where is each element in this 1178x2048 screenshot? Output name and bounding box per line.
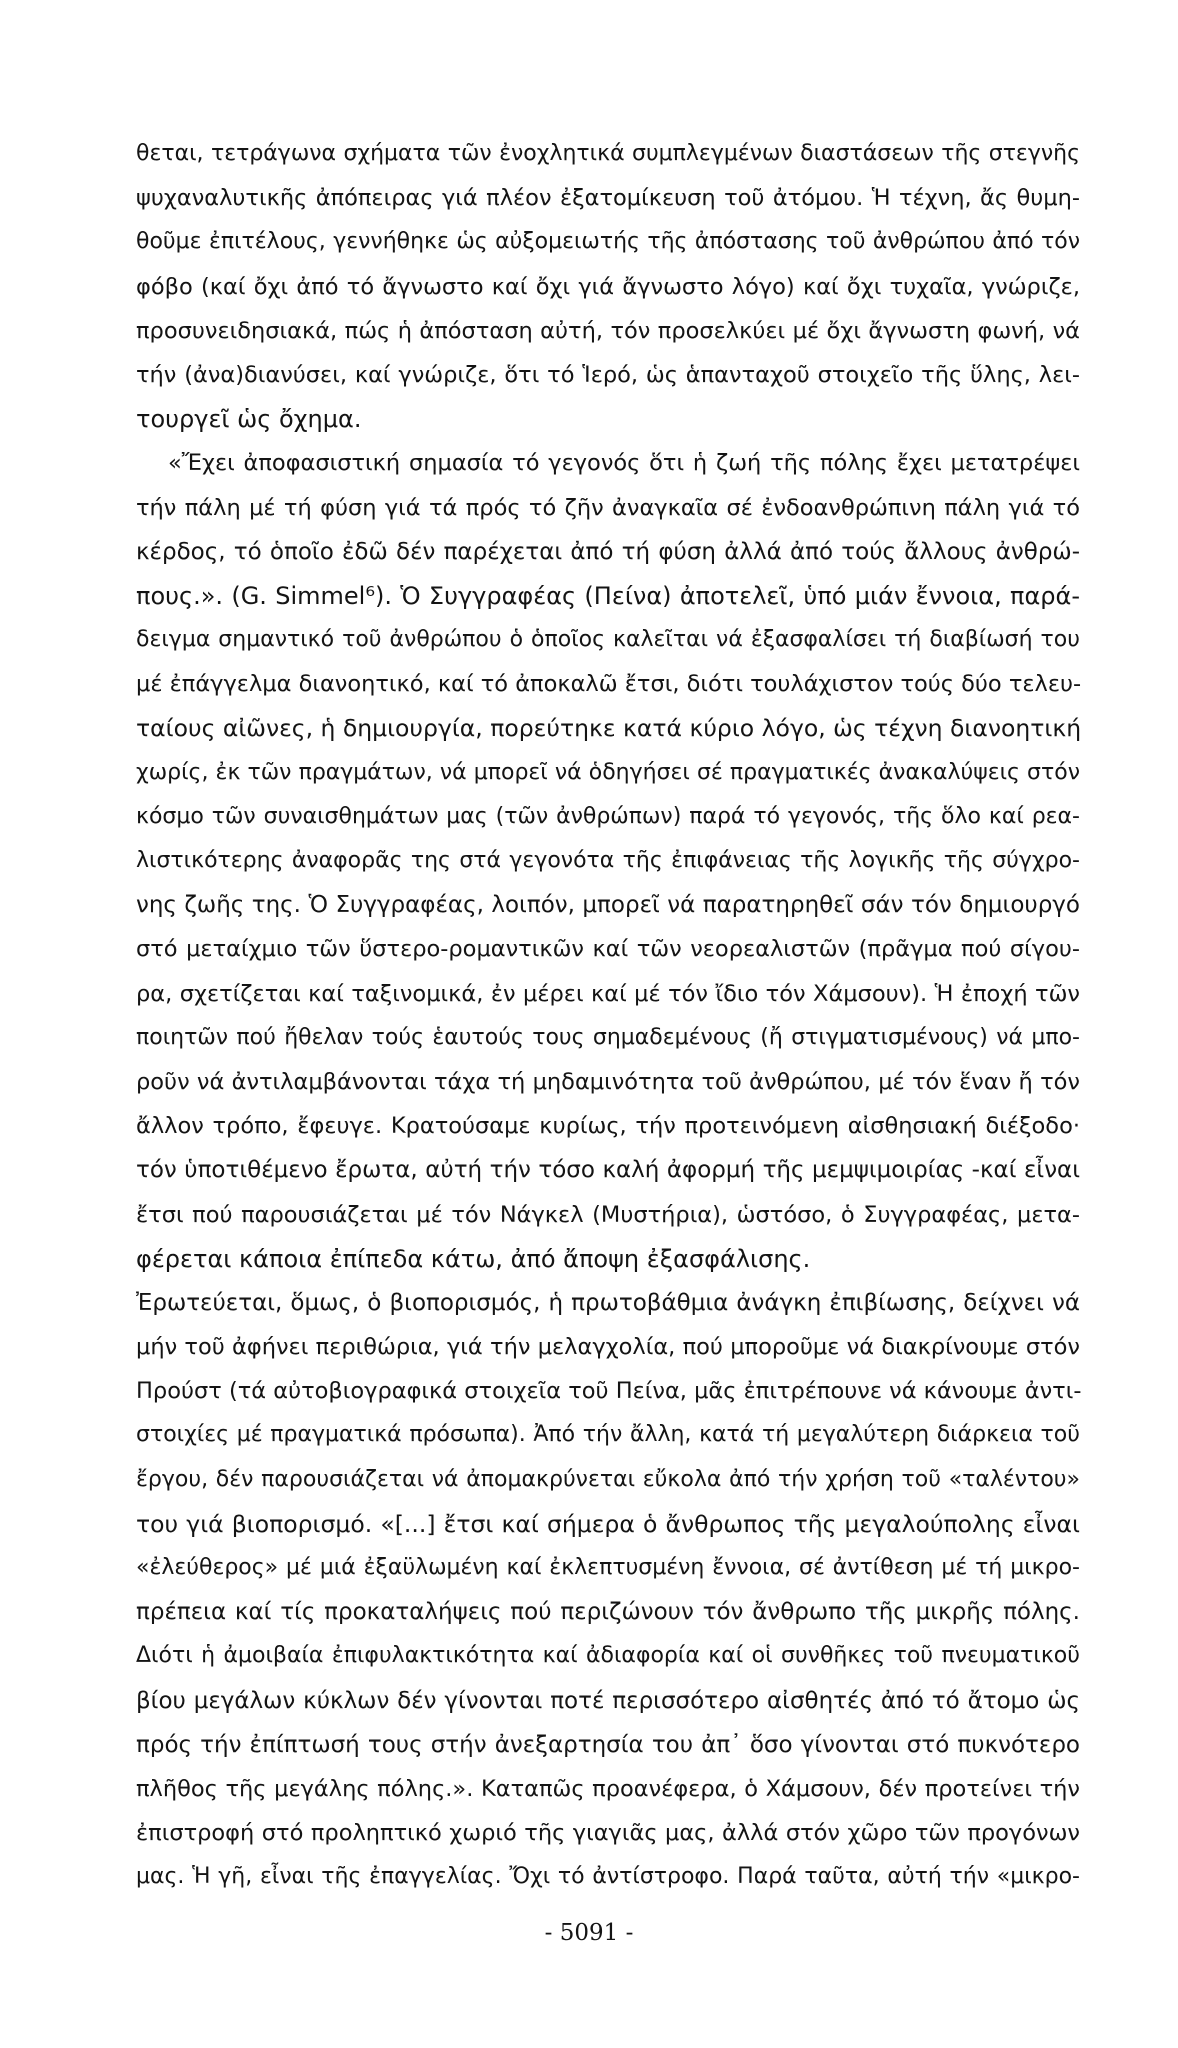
- text-line: θοῦμε ἐπιτέλους, γεννήθηκε ὡς αὐξομειωτής τῆς ἀπόστασης τοῦ ἀνθρώπου ἀπό τόν: [136, 229, 1080, 255]
- text-line: τήν πάλη μέ τή φύση γιά τά πρός τό ζῆν ἀναγκαῖα σέ ἐνδοανθρώπινη πάλη γιά τό: [136, 494, 1080, 521]
- text-line: κόσμο τῶν συναισθημάτων μας (τῶν ἀνθρώπων) παρά τό γεγονός, τῆς ὅλο καί ρεα-: [136, 803, 1080, 829]
- page-number: - 5091 -: [544, 1920, 634, 1946]
- text-line: ποιητῶν πού ἤθελαν τούς ἑαυτούς τους σημαδεμένους (ἤ στιγματισμένους) νά μπο-: [136, 1024, 1080, 1050]
- text-line: μέ ἐπάγγελμα διανοητικό, καί τό ἀποκαλῶ ἔτσι, διότι τουλάχιστον τούς δύο τελευ-: [136, 671, 1082, 698]
- text-line: ψυχαναλυτικῆς ἀπόπειρας γιά πλέον ἐξατομίκευση τοῦ ἀτόμου. Ἡ τέχνη, ἄς θυμη-: [136, 185, 1080, 212]
- text-line: βίου μεγάλων κύκλων δέν γίνονται ποτέ περισσότερο αἰσθητές ἀπό τό ἄτομο ὡς: [136, 1687, 1080, 1714]
- text-line: ταίους αἰῶνες, ἡ δημιουργία, πορεύτηκε κατά κύριο λόγο, ὡς τέχνη διανοητική: [136, 714, 1082, 743]
- text-line: χωρίς, ἐκ τῶν πραγμάτων, νά μπορεῖ νά ὁδηγήσει σέ πραγματικές ἀνακαλύψεις στόν: [136, 759, 1080, 785]
- text-line: του γιά βιοπορισμό. «[...] ἔτσι καί σήμερα ὁ ἄνθρωπος τῆς μεγαλούπολης εἶναι: [136, 1509, 1080, 1538]
- text-line: πρέπεια καί τίς προκαταλήψεις πού περιζώνουν τόν ἄνθρωπο τῆς μικρῆς πόλης.: [136, 1599, 1080, 1626]
- text-line: ἐπιστροφή στό προληπτικό χωριό τῆς γιαγιᾶς μας, ἀλλά στόν χῶρο τῶν προγόνων: [136, 1820, 1080, 1847]
- text-line: «ἐλεύθερος» μέ μιά ἐξαϋλωμένη καί ἐκλεπτυσμένη ἔννοια, σέ ἀντίθεση μέ τή μικρο-: [136, 1555, 1080, 1580]
- text-line: φόβο (καί ὄχι ἀπό τό ἄγνωστο καί ὄχι γιά ἄγνωστο λόγο) καί ὄχι τυχαῖα, γνώριζε,: [136, 273, 1080, 300]
- text-line: στοιχίες μέ πραγματικά πρόσωπα). Ἀπό τήν ἄλλη, κατά τή μεγαλύτερη διάρκεια τοῦ: [136, 1422, 1080, 1448]
- text-line: πρός τήν ἐπίπτωσή τους στήν ἀνεξαρτησία του ἀπ᾿ ὅσο γίνονται στό πυκνότερο: [136, 1731, 1080, 1758]
- text-line: στό μεταίχμιο τῶν ὕστερο-ρομαντικῶν καί τῶν νεορεαλιστῶν (πρᾶγμα πού σίγου-: [136, 936, 1080, 963]
- text-line: πλῆθος τῆς μεγάλης πόλης.». Καταπῶς προανέφερα, ὁ Χάμσουν, δέν προτείνει τήν: [136, 1775, 1080, 1802]
- text-line: ἄλλον τρόπο, ἔφευγε. Κρατούσαμε κυρίως, τήν προτεινόμενη αἰσθησιακή διέξοδο·: [136, 1113, 1080, 1140]
- text-line: τήν (ἀνα)διανύσει, καί γνώριζε, ὅτι τό Ἱερό, ὡς ἁπανταχοῦ στοιχεῖο τῆς ὕλης, λει-: [136, 361, 1080, 388]
- text-line: κέρδος, τό ὁποῖο ἐδῶ δέν παρέχεται ἀπό τή φύση ἀλλά ἀπό τούς ἄλλους ἀνθρώ-: [136, 538, 1080, 565]
- text-line: ροῦν νά ἀντιλαμβάνονται τάχα τή μηδαμινότητα τοῦ ἀνθρώπου, μέ τόν ἕναν ἤ τόν: [136, 1068, 1080, 1095]
- text-line: νης ζωῆς της. Ὁ Συγγραφέας, λοιπόν, μπορεῖ νά παρατηρηθεῖ σάν τόν δημιουργό: [136, 892, 1080, 919]
- text-line: μήν τοῦ ἀφήνει περιθώρια, γιά τήν μελαγχολία, πού μποροῦμε νά διακρίνουμε στόν: [136, 1334, 1080, 1361]
- text-line: φέρεται κάποια ἐπίπεδα κάτω, ἀπό ἄποψη ἐξασφάλισης.: [136, 1244, 811, 1273]
- text-line: Προύστ (τά αὐτοβιογραφικά στοιχεῖα τοῦ Πείνα, μᾶς ἐπιτρέπουνε νά κάνουμε ἀντι-: [136, 1378, 1082, 1405]
- text-line: δειγμα σημαντικό τοῦ ἀνθρώπου ὁ ὁποῖος καλεῖται νά ἐξασφαλίσει τή διαβίωσή του: [136, 627, 1080, 653]
- text-line: Ἐρωτεύεται, ὅμως, ὁ βιοπορισμός, ἡ πρωτοβάθμια ἀνάγκη ἐπιβίωσης, δείχνει νά: [136, 1289, 1080, 1316]
- text-line: προσυνειδησιακά, πώς ἡ ἀπόσταση αὐτή, τόν προσελκύει μέ ὄχι ἄγνωστη φωνή, νά: [136, 317, 1080, 344]
- text-line: ἔτσι πού παρουσιάζεται μέ τόν Νάγκελ (Μυστήρια), ὡστόσο, ὁ Συγγραφέας, μετα-: [136, 1201, 1080, 1228]
- text-line: τόν ὑποτιθέμενο ἔρωτα, αὐτή τήν τόσο καλή ἀφορμή τῆς μεμψιμοιρίας -καί εἶναι: [136, 1157, 1080, 1184]
- text-line: λιστικότερης ἀναφορᾶς της στά γεγονότα τῆς ἐπιφάνειας τῆς λογικῆς τῆς σύγχρο-: [136, 848, 1080, 873]
- page-body: [136, 132, 1080, 1900]
- text-line: ρα, σχετίζεται καί ταξινομικά, ἐν μέρει καί μέ τόν ἴδιο τόν Χάμσουν). Ἡ ἐποχή τῶν: [136, 980, 1080, 1007]
- text-line: τουργεῖ ὡς ὄχημα.: [136, 405, 362, 434]
- text-line: «Ἔχει ἀποφασιστική σημασία τό γεγονός ὅτι ἡ ζωή τῆς πόλης ἔχει μετατρέψει: [168, 450, 1080, 477]
- text-line: μας. Ἡ γῆ, εἶναι τῆς ἐπαγγελίας. Ὄχι τό ἀντίστροφο. Παρά ταῦτα, αὐτή τήν «μικρο-: [136, 1864, 1080, 1890]
- text-line: Διότι ἡ ἀμοιβαία ἐπιφυλακτικότητα καί ἀδιαφορία καί οἱ συνθῆκες τοῦ πνευματικοῦ: [136, 1643, 1080, 1669]
- text-line: θεται, τετράγωνα σχήματα τῶν ἐνοχλητικά συμπλεγμένων διαστάσεων τῆς στεγνῆς: [136, 141, 1080, 166]
- text-line: πους.». (G. Simmel⁶). Ὁ Συγγραφέας (Πείνα) ἀποτελεῖ, ὑπό μιάν ἔννοια, παρά-: [136, 581, 1080, 610]
- text-line: ἔργου, δέν παρουσιάζεται νά ἀπομακρύνεται εὔκολα ἀπό τήν χρήση τοῦ «ταλέντου»: [136, 1466, 1080, 1492]
